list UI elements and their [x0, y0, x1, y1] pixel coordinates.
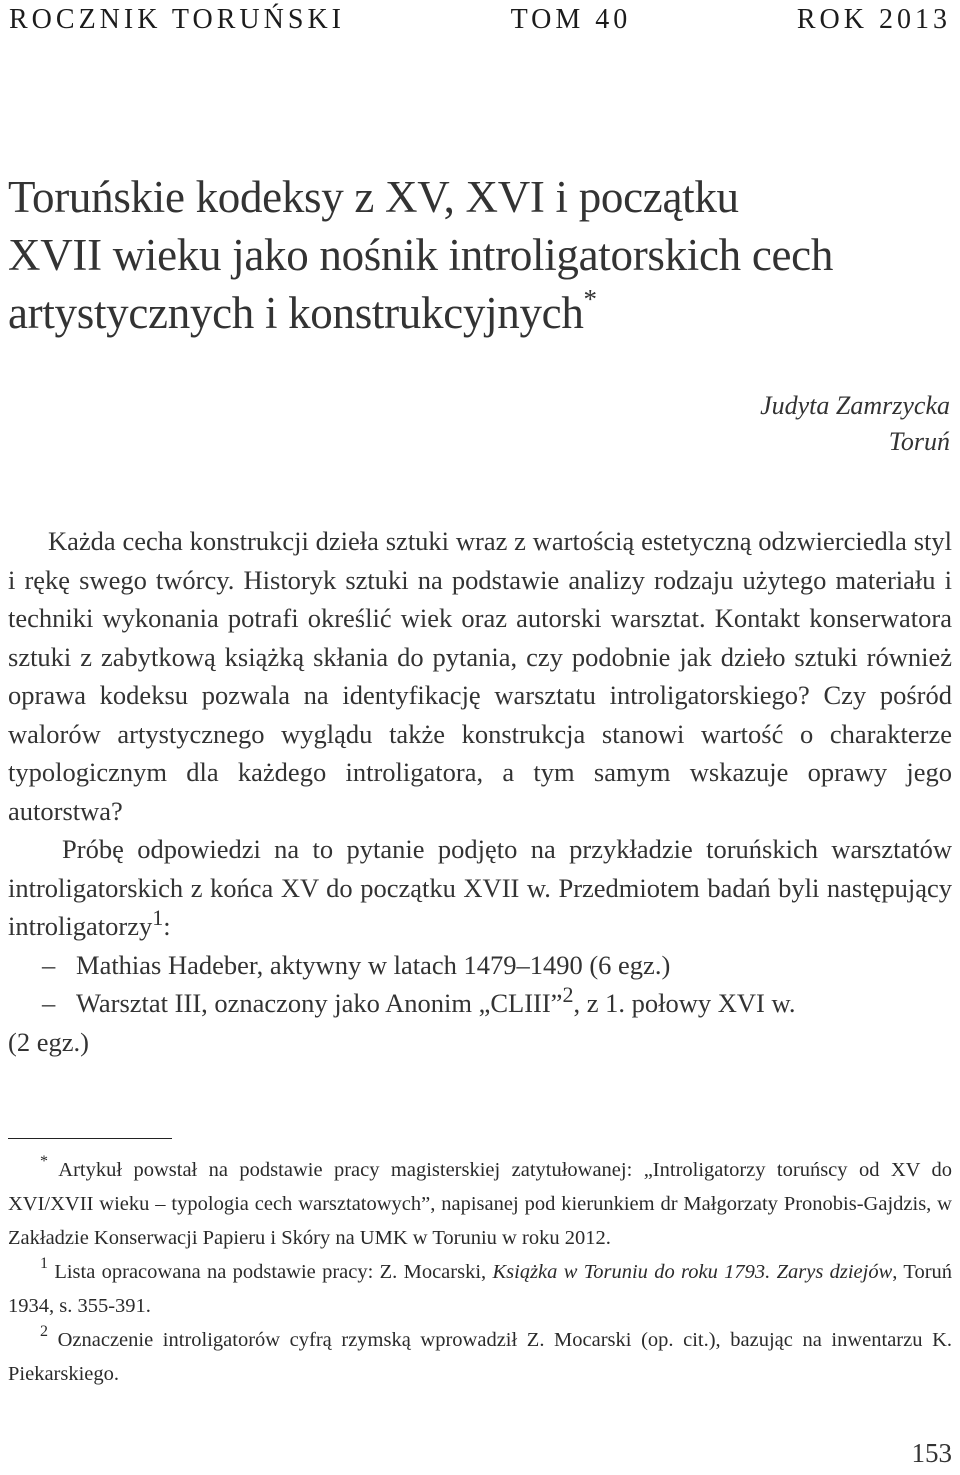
page-number: 153: [911, 1438, 952, 1468]
volume-label: TOM 40: [510, 4, 632, 35]
list-item-text-end: , z 1. połowy XVI w.: [573, 988, 796, 1018]
title-footnote-mark[interactable]: *: [583, 284, 597, 314]
list-dash: –: [42, 949, 56, 980]
year-label: ROK 2013: [796, 4, 951, 35]
author-block: [760, 388, 950, 460]
paragraph-2-text: Próbę odpowiedzi na to pytanie podjęto na przykładzie toruńskich warsztatów introligatorskich z końca XV do początku XVII w. Przedmiotem badań byli następujący introligatorzy: [8, 834, 952, 941]
list-item: [8, 984, 952, 1023]
footnote: [8, 1323, 952, 1391]
title-line-1: Toruńskie kodeksy z XV, XVI i początku: [8, 172, 739, 222]
footnote-mark: 2: [40, 1323, 48, 1341]
article-body: [8, 522, 952, 1061]
footnote-mark: 1: [40, 1255, 48, 1273]
footnote-separator: [8, 1138, 172, 1139]
list-dash: –: [42, 988, 56, 1018]
footnote-text-end: , Toruń 1934, s. 355-391.: [8, 1261, 953, 1317]
title-line-2: XVII wieku jako nośnik introligatorskich cech: [8, 230, 834, 280]
list-item-text: Mathias Hadeber, aktywny w latach 1479–1490 (6 egz.): [76, 949, 671, 980]
footnote: [8, 1255, 952, 1323]
title-line-3: artystycznych i konstrukcyjnych: [8, 288, 584, 338]
author-affiliation: Toruń: [888, 427, 950, 456]
footnote: [8, 1153, 952, 1255]
paragraph-2-end: :: [163, 911, 171, 941]
paragraph-2: [8, 830, 952, 946]
list-item-text: Warsztat III, oznaczony jako Anonim „CLIII”: [76, 988, 563, 1018]
footnote-ref-2[interactable]: 2: [562, 982, 574, 1008]
footnote-text: Artykuł powstał na podstawie pracy magisterskiej zatytułowanej: „Introligatorzy toruńscy od XV do XVI/XVII wieku – typologia cech warsztatowych”, napisanej pod kierunkiem dr Małgorzaty Pronobis-Gajdzis, w Zakładzie Konserwacji Papieru i Skóry na UMK w Toruniu w roku 2012.: [8, 1159, 953, 1249]
footnote-text: Oznaczenie introligatorów cyfrą rzymską wprowadził Z. Mocarski (op. cit.), bazując na inwentarzu K. Piekarskiego.: [8, 1329, 953, 1385]
journal-name: ROCZNIK TORUŃSKI: [9, 4, 345, 35]
footnote-text: Lista opracowana na podstawie pracy: Z. Mocarski,: [54, 1261, 493, 1283]
footnotes: [8, 1153, 952, 1391]
author-name: Judyta Zamrzycka: [760, 391, 950, 420]
list-continuation: (2 egz.): [8, 1026, 89, 1057]
footnote-mark: *: [40, 1153, 48, 1171]
footnote-ref-1[interactable]: 1: [152, 905, 164, 931]
list-item: [8, 946, 952, 985]
paragraph-1: Każda cecha konstrukcji dzieła sztuki wraz z wartością estetyczną odzwierciedla styl i rękę swego twórcy. Historyk sztuki na podstawie analizy rodzaju użytego materiału i techniki wykonania potrafi określić wiek oraz autorski warsztat. Kontakt konserwatora sztuki z zabytkową książką skłania do pytania, czy podobnie jak dzieło sztuki również oprawa kodeksu pozwala na identyfikację warsztatu introligatorskiego? Czy pośród walorów artystycznego wyglądu także konstrukcja stanowi wartość o charakterze typologicznym dla każdego introligatora, a tym samym wskazuje oprawy jego autorstwa?: [8, 526, 952, 826]
article-title: [8, 168, 952, 342]
footnote-cited-title: Książka w Toruniu do roku 1793. Zarys dziejów: [492, 1261, 893, 1283]
running-head: [9, 4, 951, 36]
